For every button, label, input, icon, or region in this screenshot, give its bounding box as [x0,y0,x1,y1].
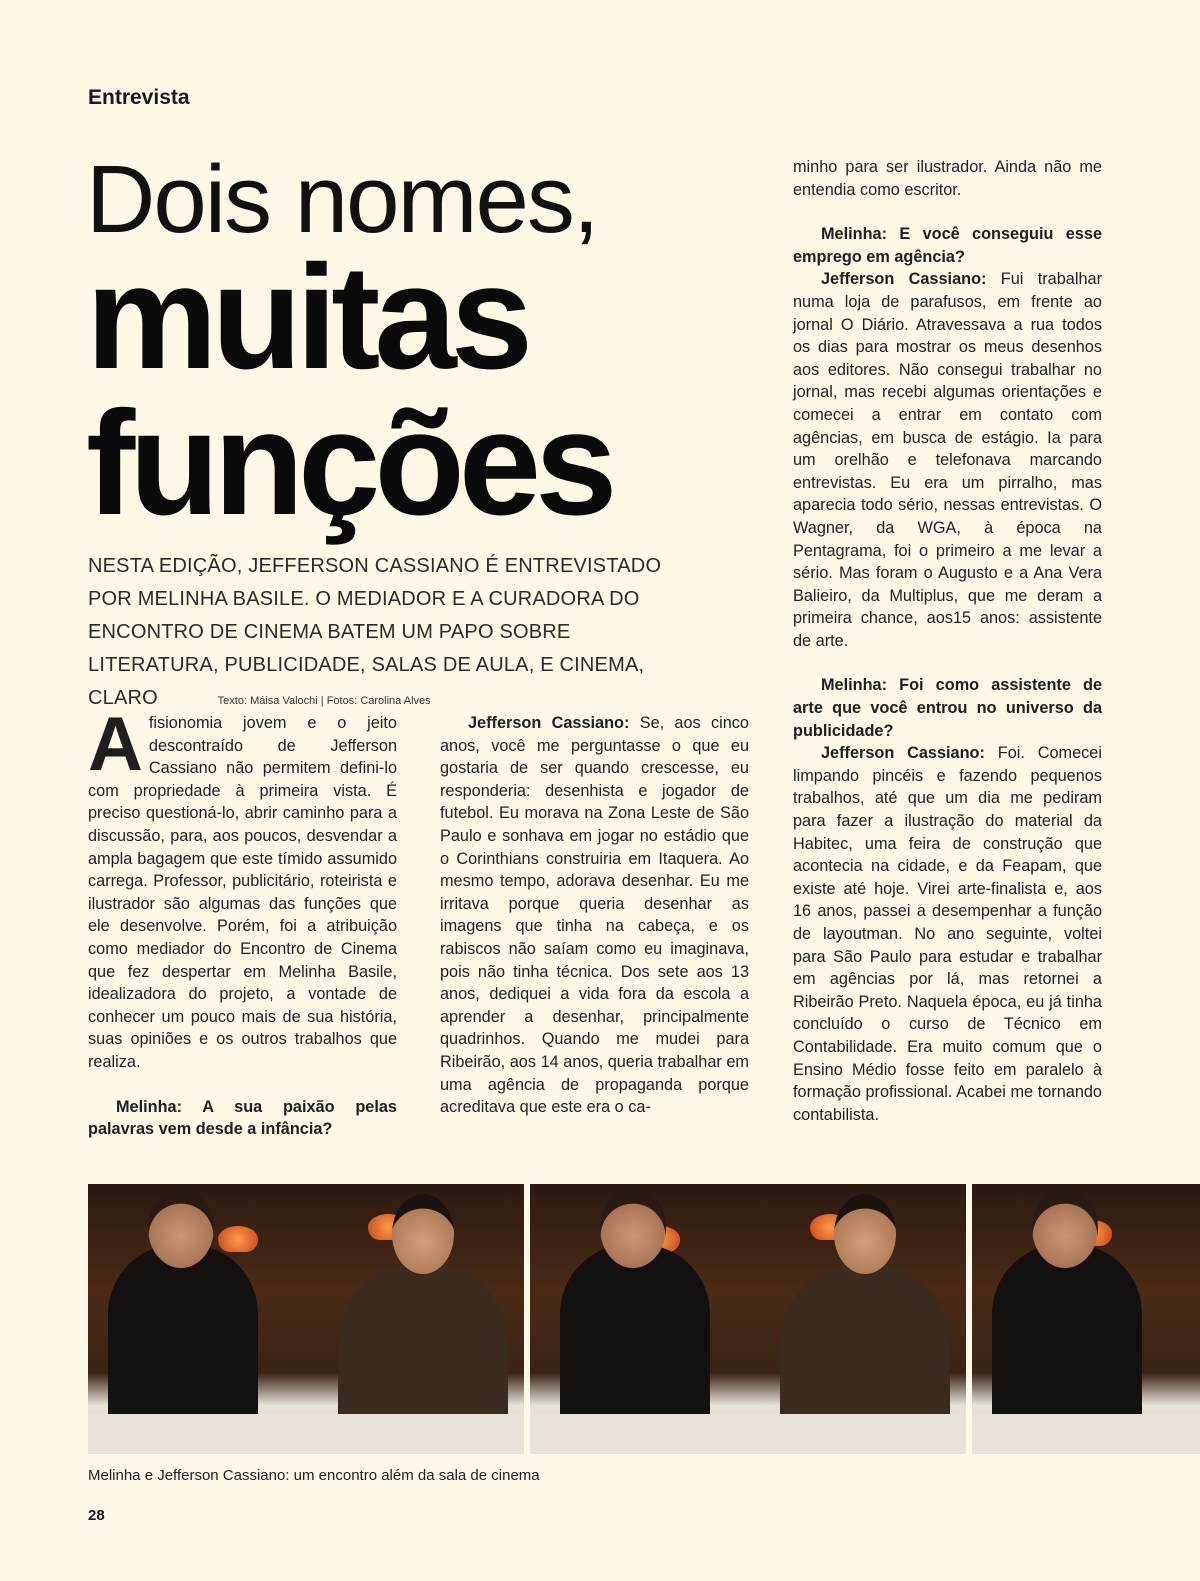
answer-2-text: Fui trabalhar numa loja de parafusos, em frente ao jornal O Diário. Atravessava a rua todos os dias para mostrar os meus desenhos aos editores. Não consegui trabalhar no jornal, mas recebi algumas orientações e comecei a entrar em contato com agências, em busca de estágio. Ia para um orelhão e telefonava marcando entrevistas. Eu era um pirralho, mas aparecia todo sério, nessas entrevistas. O Wagner, da WGA, à época na Pentagrama, foi o primeiro a me levar a sério. Mas foram o Augusto e a Ana Vera Balieiro, da Multiplus, que me deram a primeira chance, aos15 anos: assistente de arte. [793,270,1102,650]
byline-credit: Texto: Máisa Valochi | Fotos: Carolina Alves [217,695,431,707]
speaker-label: Jefferson Cassiano: [821,744,985,763]
headline-line-1: Dois nomes, [86,146,598,253]
intro-paragraph [88,702,397,1074]
article-column-2 [440,712,749,1119]
answer-2 [793,268,1102,652]
article-column-1 [88,702,397,1141]
headline-line-3: funções [86,381,612,546]
intro-text: fisionomia jovem e o jeito descontraído de Jefferson Cassiano não permitem defini-lo com propriedade à primeira vista. É preciso questioná-lo, abrir caminho para a discussão, para, aos poucos, desvendar a ampla bagagem que este tímido assumido carrega. Professor, publicitário, roteirista e ilustrador são algumas das funções que ele desenvolve. Porém, foi a atribuição como mediador do Encontro de Cinema que fez despertar em Melinha Basile, idealizadora do projeto, a vontade de conhecer um pouco mais de sua história, suas opiniões e os outros trabalhos que realiza. [88,714,397,1071]
interview-photo-1 [88,1184,524,1454]
continued-text: minho para ser ilustrador. Ainda não me entendia como escritor. [793,158,1102,199]
section-label: Entrevista [88,86,190,109]
drop-cap: A [88,702,143,787]
answer-1-text: Se, aos cinco anos, você me perguntasse o que eu gostaria de ser quando crescesse, eu responderia: desenhista e jogador de futebol. Eu morava na Zona Leste de São Paulo e sonhava em jogar no estádio que o Corinthians construiria em Itaquera. Ao mesmo tempo, adorava desenhar. Eu me irritava porque queria desenhar as imagens que tinha na cabeça, e os rabiscos não saíam como eu imaginava, pois não tinha técnica. Dos sete aos 13 anos, dediquei a vida fora da escola a aprender a desenhar, principalmente quadrinhos. Quando me mudei para Ribeirão, aos 14 anos, queria trabalhar em uma agência de propaganda porque acreditava que este era o ca- [440,714,749,1117]
page-number: 28 [88,1507,105,1524]
answer-3-text: Foi. Comecei limpando pincéis e fazendo pequenos trabalhos, até que um dia me pediram para fazer a ilustração do material da Habitec, uma feira de construção que acontecia na cidade, e da Feapam, que existe até hoje. Virei arte-finalista e, aos 16 anos, passei a desempenhar a função de layoutman. No ano seguinte, voltei para São Paulo para estudar e trabalhar em agências por lá, mas retornei a Ribeirão Preto. Naquela época, eu já tinha concluído o curso de Técnico em Contabilidade. Era muito comum que o Ensino Médio fosse feito em paralelo à formação profissional. Acabei me tornando contabilista. [793,744,1102,1124]
question-3: Melinha: Foi como assistente de arte que você entrou no universo da publicidade? [793,676,1102,740]
speaker-label: Jefferson Cassiano: [821,270,987,289]
lead-text: NESTA EDIÇÃO, JEFFERSON CASSIANO É ENTREVISTADO POR MELINHA BASILE. O MEDIADOR E A CURADORA DO ENCONTRO DE CINEMA BATEM UM PAPO SOBRE LITERATURA, PUBLICIDADE, SALAS DE AULA, E CINEMA, CLARO [88,555,662,709]
question-1: Melinha: A sua paixão pelas palavras vem desde a infância? [88,1097,397,1139]
interview-photo-2 [530,1184,966,1454]
lead-paragraph [88,550,688,718]
photo-caption: Melinha e Jefferson Cassiano: um encontro além da sala de cinema [88,1467,540,1484]
photo-strip [88,1184,1200,1454]
answer-3 [793,742,1102,1126]
answer-1 [440,712,749,1119]
interview-photo-3 [972,1184,1200,1454]
question-2: Melinha: E você conseguiu esse emprego em agência? [793,225,1102,266]
speaker-label: Jefferson Cassiano: [468,714,630,732]
article-column-3 [793,156,1102,1126]
headline-line-2: muitas [86,235,528,400]
